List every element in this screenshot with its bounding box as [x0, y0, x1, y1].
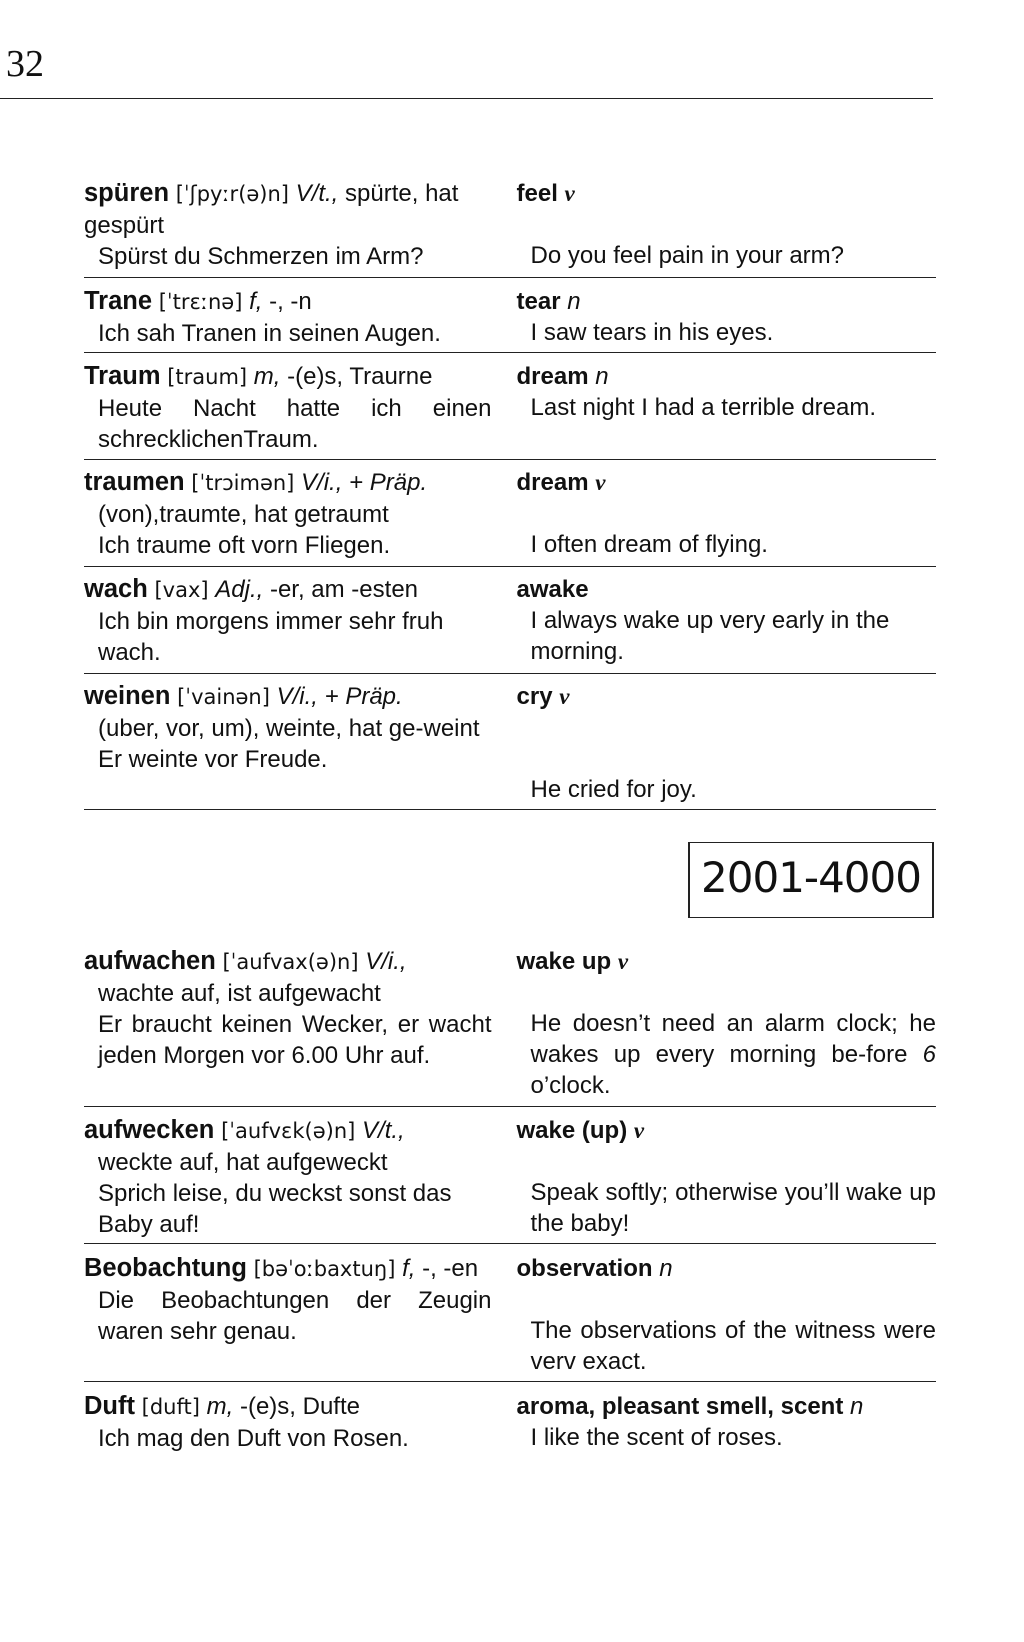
- part-of-speech: n: [567, 288, 581, 315]
- entry-english: [517, 361, 937, 459]
- part-of-speech: n: [849, 1393, 864, 1420]
- pronunciation: [vax]: [154, 578, 209, 602]
- range-label: 2001-4000: [688, 842, 934, 918]
- example-de: Ich mag den Duft von Rosen.: [98, 1425, 409, 1452]
- part-of-speech: v: [633, 1118, 645, 1143]
- example-de: Er weinte vor Freude.: [98, 746, 328, 773]
- example-en: [517, 1008, 937, 1101]
- entry-traumen: [84, 467, 936, 567]
- forms: -, -en: [422, 1255, 479, 1282]
- entry-spueren: [84, 178, 936, 278]
- forms: wachte auf, ist aufgewacht: [98, 980, 381, 1007]
- headword: aufwecken: [84, 1116, 215, 1144]
- example-en: I saw tears in his eyes.: [530, 319, 774, 346]
- headword: spüren: [84, 179, 170, 207]
- forms: -(e)s, Traurne: [287, 363, 433, 390]
- entry-german: [84, 1253, 492, 1381]
- pronunciation: [ˈvainən]: [177, 685, 270, 709]
- entry-german: [84, 681, 492, 809]
- entry-wach: [84, 574, 936, 674]
- part-of-speech: v: [595, 470, 606, 495]
- entry-english: [517, 1391, 937, 1457]
- entry-english: [517, 946, 937, 1106]
- entry-aufwecken: [84, 1115, 936, 1244]
- example-en-text-end: o’clock.: [530, 1072, 611, 1099]
- entry-beobachtung: [84, 1253, 936, 1382]
- grammar: V/i., + Präp.: [276, 683, 403, 710]
- translation: dream: [516, 363, 589, 390]
- pronunciation: [ˈtrɛːnə]: [158, 290, 243, 314]
- part-of-speech: n: [595, 363, 609, 390]
- translation: cry: [516, 683, 553, 710]
- forms: -(e)s, Dufte: [239, 1393, 360, 1420]
- forms: weckte auf, hat aufgeweckt: [98, 1149, 388, 1176]
- part-of-speech: v: [559, 684, 570, 709]
- example-de: Sprich leise, du weckst sonst das Baby auf!: [98, 1180, 452, 1238]
- pronunciation: [ˈaufvɛk(ə)n]: [221, 1119, 356, 1143]
- example-en: I often dream of flying.: [530, 531, 768, 558]
- entry-traum: [84, 361, 936, 460]
- part-of-speech: v: [564, 181, 575, 206]
- entry-duft: [84, 1391, 936, 1457]
- entry-german: [84, 1391, 492, 1457]
- pronunciation: [ˈaufvax(ə)n]: [222, 950, 359, 974]
- example-en: The observations of the witness were verv exact.: [530, 1317, 936, 1375]
- forms: (uber, vor, um), weinte, hat ge-weint: [98, 715, 480, 742]
- translation: aroma, pleasant smell, scent: [516, 1393, 844, 1420]
- entry-english: [517, 681, 937, 809]
- pronunciation: [ˈʃpyːr(ə)n]: [175, 182, 289, 206]
- entry-german: [84, 286, 492, 352]
- example-de: Die Beobachtungen der Zeugin waren sehr genau.: [98, 1287, 492, 1345]
- entry-german: [84, 574, 492, 673]
- grammar: m,: [206, 1393, 234, 1420]
- grammar: V/t.,: [295, 180, 339, 207]
- entry-english: [517, 1115, 937, 1243]
- example-en: Last night I had a terrible dream.: [530, 394, 877, 421]
- example-en: Speak softly; otherwise you’ll wake up the baby!: [530, 1179, 936, 1237]
- headword: Trane: [84, 287, 153, 315]
- entry-german: [84, 1115, 492, 1243]
- grammar: V/i., + Präp.: [301, 469, 428, 496]
- entry-english: [517, 1253, 937, 1381]
- headword: Beobachtung: [84, 1254, 247, 1282]
- translation: feel: [516, 180, 558, 207]
- pronunciation: [duft]: [141, 1395, 200, 1419]
- translation: wake (up): [516, 1117, 628, 1144]
- headword: aufwachen: [84, 947, 216, 975]
- top-rule: [0, 98, 933, 99]
- example-de: Ich sah Tranen in seinen Augen.: [98, 320, 441, 347]
- forms: (von),traumte, hat getraumt: [98, 501, 389, 528]
- example-de: Ich bin morgens immer sehr fruh wach.: [98, 608, 444, 666]
- page-number: 32: [6, 43, 44, 85]
- translation: dream: [516, 469, 589, 496]
- grammar: f,: [249, 288, 263, 315]
- part-of-speech: n: [659, 1255, 673, 1282]
- example-en: I always wake up very early in the morning.: [530, 607, 890, 665]
- example-de: Er braucht keinen Wecker, er wacht jeden Morgen vor 6.00 Uhr auf.: [98, 1011, 492, 1069]
- example-en: Do you feel pain in your arm?: [530, 242, 844, 269]
- forms: -, -n: [269, 288, 312, 315]
- pronunciation: [traum]: [167, 365, 248, 389]
- entry-english: [517, 286, 937, 352]
- pronunciation: [ˈtrɔimən]: [191, 471, 295, 495]
- headword: wach: [84, 575, 148, 603]
- entry-aufwachen: [84, 946, 936, 1107]
- example-en: I like the scent of roses.: [530, 1424, 783, 1451]
- entry-trane: [84, 286, 936, 353]
- entry-german: [84, 946, 492, 1106]
- grammar: f,: [402, 1255, 416, 1282]
- part-of-speech: v: [617, 949, 629, 974]
- example-de: Heute Nacht hatte ich einen schrecklichenTraum.: [98, 395, 492, 453]
- headword: Duft: [84, 1392, 135, 1420]
- grammar: V/i.,: [365, 948, 407, 975]
- grammar: Adj.,: [215, 576, 264, 603]
- forms: spürte, hat gespürt: [84, 180, 459, 239]
- headword: traumen: [84, 468, 185, 496]
- translation: observation: [516, 1255, 653, 1282]
- example-de: Spürst du Schmerzen im Arm?: [98, 243, 424, 270]
- translation: wake up: [516, 948, 612, 975]
- translation: tear: [516, 288, 561, 315]
- entry-german: [84, 467, 492, 566]
- entry-weinen: [84, 681, 936, 810]
- headword: Traum: [84, 362, 161, 390]
- grammar: V/t.,: [362, 1117, 405, 1144]
- entry-german: [84, 178, 492, 277]
- translation: awake: [516, 576, 589, 603]
- example-en: He cried for joy.: [530, 776, 697, 803]
- example-en-text: He doesn’t need an alarm clock; he wakes up every morning be-fore: [530, 1010, 936, 1068]
- example-de: Ich traume oft vorn Fliegen.: [98, 532, 391, 559]
- entry-english: [517, 467, 937, 566]
- headword: weinen: [84, 682, 171, 710]
- pronunciation: [bəˈoːbaxtuŋ]: [253, 1257, 396, 1281]
- forms: -er, am -esten: [269, 576, 419, 603]
- example-en-number: 6: [922, 1041, 936, 1068]
- entry-english: [517, 574, 937, 673]
- grammar: m,: [253, 363, 281, 390]
- entry-german: [84, 361, 492, 459]
- entry-english: [517, 178, 937, 277]
